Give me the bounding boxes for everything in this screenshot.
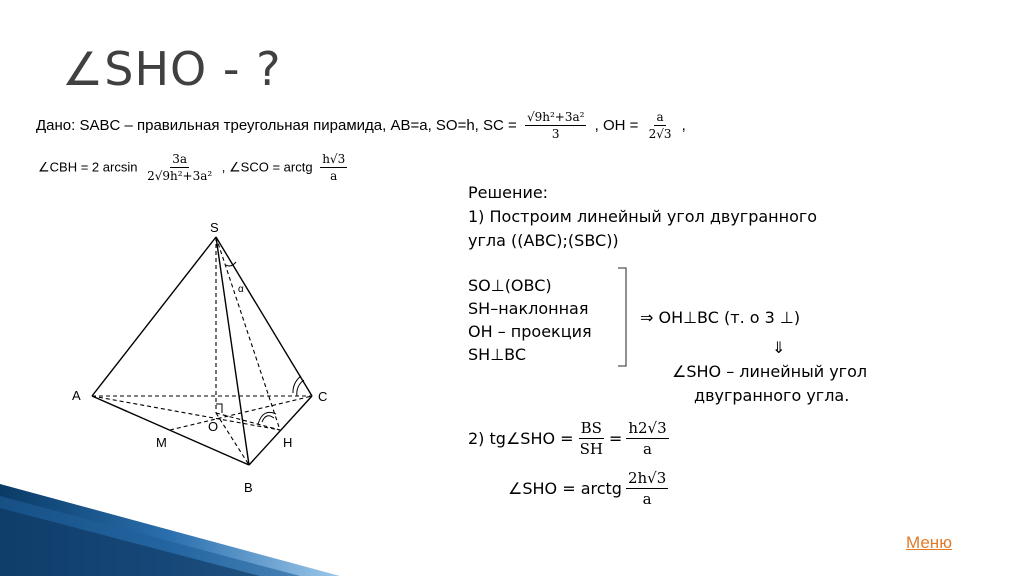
a-denominator: a [643,440,652,458]
comma: , [681,116,686,134]
given-line-2 [38,152,351,184]
equals-sign: = [629,116,643,134]
cbh-denominator: 2√9h²+3a² [147,169,213,183]
equals-sign: = [508,116,521,134]
given-line-1 [36,110,686,142]
h2root3-numerator: h2√3 [628,419,667,437]
label-C: C [318,389,328,404]
oh-label: , OH [594,116,626,134]
given-text: Дано: SABC – правильная треугольная пирамида, AB=a, SO=h, SC [36,116,504,134]
label-O: O [208,419,219,434]
final-label: ∠SHO = arctg [508,479,622,498]
label-M: M [156,435,167,450]
fact-4: SH⊥BC [468,345,526,364]
step1-line-a: 1) Построим линейный угол двугранного [468,207,818,226]
conclusion-line-2: двугранного угла. [694,386,850,405]
oh-numerator: a [656,110,664,124]
fact-2: SH–наклонная [468,299,589,318]
fact-1: SO⊥(OBC) [468,276,552,295]
sh-denominator: SH [579,440,603,458]
conclusion-line-1: ∠SHO – линейный угол [672,362,868,381]
label-alpha: α [238,284,244,295]
step1-line-b: угла ((ABC);(SBC)) [468,231,619,250]
final-answer [508,468,672,509]
label-H: H [283,435,293,450]
label-S: S [210,220,219,235]
h2root3-fraction [626,418,668,459]
sco-label: , ∠SCO = arctg [221,159,313,175]
sc-denominator: 3 [551,127,560,141]
step2 [468,418,673,459]
down-arrow: ⇓ [772,338,786,357]
oh-denominator: 2√3 [648,127,672,141]
solution-heading: Решение: [468,183,549,202]
page-title: ∠SHO - ? [62,42,282,96]
implication: ⇒ OH⊥BC (т. о 3 ⊥) [640,308,801,327]
final-fraction [626,468,668,509]
equals-sign: = [608,429,623,448]
sco-denominator: a [330,169,338,183]
cbh-label: ∠CBH = 2 arcsin [38,159,138,175]
menu-link[interactable]: Меню [906,533,952,552]
sc-numerator: √9h²+3a² [526,110,585,124]
label-A: A [72,388,81,403]
cbh-numerator: 3a [172,152,188,166]
oh-fraction [647,110,674,142]
sco-numerator: h√3 [322,152,346,166]
step2-label: 2) tg∠SHO = [468,429,574,448]
bs-sh-fraction [578,418,605,459]
label-B: B [244,480,253,495]
sc-fraction [525,110,586,142]
bs-numerator: BS [580,419,602,437]
cbh-fraction [145,152,214,184]
sco-fraction [320,152,347,184]
fact-3: OH – проекция [468,322,592,341]
final-numerator: 2h√3 [627,469,667,487]
final-denominator: a [642,490,652,508]
